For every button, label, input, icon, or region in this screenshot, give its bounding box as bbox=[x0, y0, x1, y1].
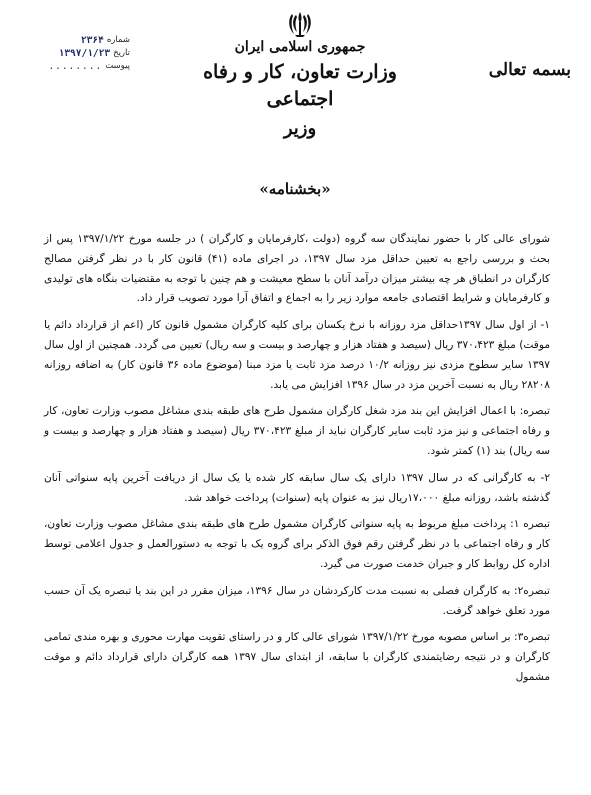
paragraph-clause-2-note-2: تبصره۲: به کارگران فصلی به نسبت مدت کارکردشان در سال ۱۳۹۶، میزان مقرر در این بند یا تبصره یک آن حسب مورد تعلق خواهد گرفت. bbox=[44, 584, 550, 617]
paragraph-clause-1-note: تبصره: با اعمال افزایش این بند مزد شغل کارگران مشمول طرح های طبقه بندی مشاغل مصوب وزارت تعاون، کار و رفاه اجتماعی و نیز مزد ثابت سایر کارگران نباید از مبلغ ۳۷۰،۴۲۳ ریال (سیصد و هفتاد هزار و چهارصد و بیست و سه ریال) بند (۱) کمتر شود. bbox=[44, 405, 550, 457]
iran-emblem-icon bbox=[287, 10, 313, 38]
republic-title: جمهوری اسلامی ایران bbox=[234, 39, 366, 55]
minister-title: وزیر bbox=[283, 118, 317, 139]
letter-attachment-value: ........ bbox=[48, 61, 103, 72]
paragraph-clause-2-note-3: تبصره۳: بر اساس مصوبه مورخ ۱۳۹۷/۱/۲۲ شورای عالی کار و در راستای تقویت مهارت محوری و بهره مندی تمامی کارگران و در نتیجه رضایتمندی کارگران با سابقه، از ابتدای سال ۱۳۹۷ همه کارگران دارای قرارداد دائم و موقت مشمول bbox=[44, 631, 550, 683]
paragraph-clause-2: ۲- به کارگرانی که در سال ۱۳۹۷ دارای یک سال سابقه کار شده یا یک سال از دریافت آخرین پایه سنواتی آنان گذشته باشد، روزانه مبلغ ۱۷،۰۰۰ریال نیز به عنوان پایه (سنوات) پرداخت خواهد شد. bbox=[44, 471, 551, 504]
basmala: بسمه تعالی bbox=[488, 60, 571, 80]
paragraph-intro: شورای عالی کار با حضور نمایندگان سه گروه (دولت ،کارفرمایان و کارگران ) در جلسه مورخ ۱۳۹۷/۱/۲۲ پس از بحث و بررسی راجع به تعیین حداقل مزد سال ۱۳۹۷، در اجرای ماده (۴۱) قانون کار با در نظر گرفتن مصالح کارگران در انطباق هر چه بیشتر میزان درآمد آنان با سطح معیشت و هم چنین با توجه به مقتضیات بنگاه های تولیدی و کارفرمایان و شرایط اقتصادی جامعه موارد زیر را به اجماع و اتفاق آرا مورد تصویب قرار داد. bbox=[44, 233, 551, 305]
document-body bbox=[44, 230, 550, 695]
letter-date-label: تاریخ bbox=[113, 48, 130, 58]
paragraph-clause-1: ۱- از اول سال ۱۳۹۷حداقل مزد روزانه با نرخ یکسان برای کلیه کارگران مشمول قانون کار (اعم از قرارداد دائم یا موقت) مبلغ ۳۷۰،۴۲۳ ریال (سیصد و هفتاد هزار و چهارصد و بیست و سه ریال) تعیین می گردد. همچنین از اول سال ۱۳۹۷ سایر سطوح مزدی نیز روزانه ۱۰/۲ درصد مزد ثابت یا مزد مبنا (موضوع ماده ۳۶ قانون کار) به اضافه روزانه ۲۸۲۰۸ ریال به نسبت آخرین مزد در سال ۱۳۹۶ افزایش می یابد. bbox=[44, 319, 550, 391]
letter-number-label: شماره bbox=[106, 35, 130, 45]
letterhead bbox=[170, 38, 430, 141]
document-title-text: بخشنامه bbox=[268, 180, 322, 198]
letter-date-row bbox=[20, 47, 130, 60]
paragraph-clause-2-note-1: تبصره ۱: پرداخت مبلغ مربوط به پایه سنواتی کارگران مشمول طرح های طبقه بندی مشاغل مصوب وزارت تعاون، کار و رفاه اجتماعی با در نظر گرفتن رقم فوق الذکر برای گروه یک با توجه به دستورالعمل و جدول اعلامی توسط اداره کل روابط کار و جبران خدمت صورت می گیرد. bbox=[44, 518, 550, 570]
letter-date-value: ۱۳۹۷/۱/۲۳ bbox=[58, 48, 111, 59]
letter-meta bbox=[20, 34, 130, 73]
letter-number-value: ۲۳۶۴ bbox=[80, 35, 104, 46]
letter-attachment-row bbox=[20, 60, 130, 73]
letter-attachment-label: پیوست bbox=[105, 61, 130, 71]
document-title: «بخشنامه» bbox=[259, 180, 331, 198]
letter-number-row bbox=[20, 34, 130, 47]
ministry-title: وزارت تعاون، کار و رفاه اجتماعی bbox=[203, 61, 397, 110]
